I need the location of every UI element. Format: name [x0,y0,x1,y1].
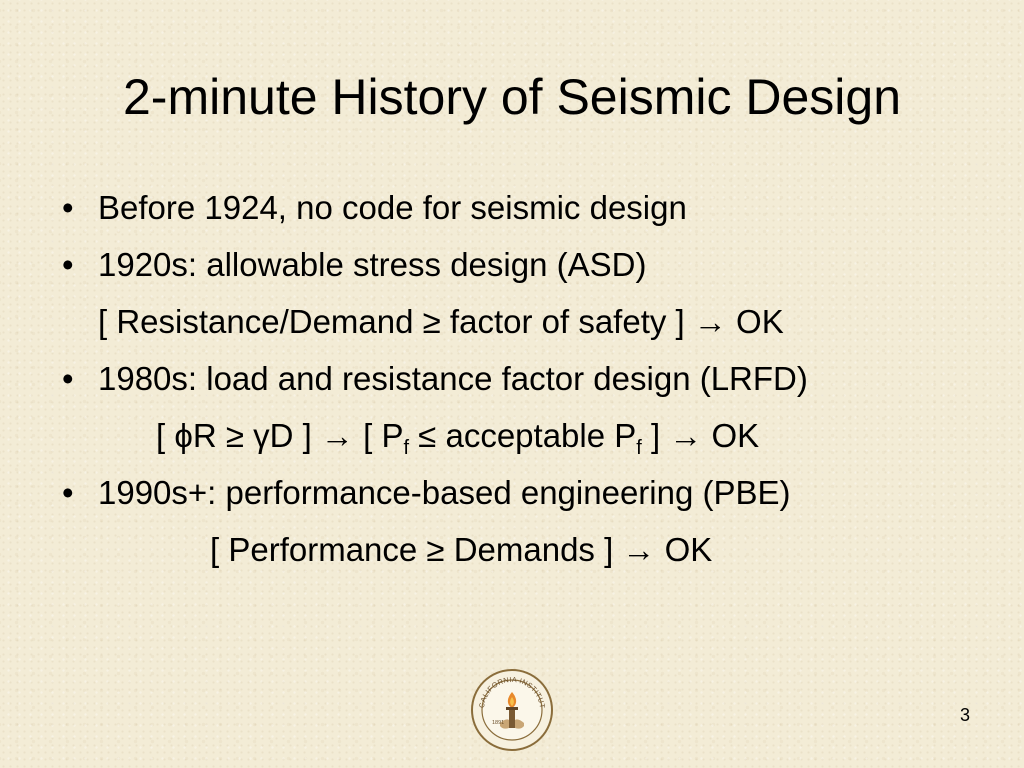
bullet-item [62,357,808,401]
formula-line-pbe: [ Performance ≥ Demands ] → OK [210,531,713,568]
page-number: 3 [959,705,970,725]
formula-part: ≤ acceptable P [409,417,637,454]
subscript-f: f [403,437,410,459]
seal-year: 1891 [492,720,505,726]
formula-part: [ ϕR ≥ γD ] → [ P [156,417,404,454]
bullet-dot: • [62,246,74,283]
seal-text: CALIFORNIA INSTITUT [477,674,548,710]
bullet-text: Before 1924, no code for seismic design [98,189,687,226]
subscript-f: f [636,437,642,459]
bullet-item [62,243,646,287]
bullet-text: 1990s+: performance-based engineering (PBE) [98,474,791,511]
bullet-item [62,186,687,230]
formula-line-lrfd [156,414,759,470]
formula-part: ] → OK [641,417,760,454]
bullet-text: 1920s: allowable stress design (ASD) [98,246,647,283]
bullet-text: 1980s: load and resistance factor design (LRFD) [98,360,808,397]
bullet-dot: • [62,360,74,397]
slide-title: 2-minute History of Seismic Design [122,69,902,125]
bullet-dot: • [62,474,74,511]
bullet-item [62,471,791,515]
formula-line-asd: [ Resistance/Demand ≥ factor of safety ] → OK [98,303,784,340]
caltech-seal-icon [470,668,554,752]
bullet-dot: • [62,189,74,226]
